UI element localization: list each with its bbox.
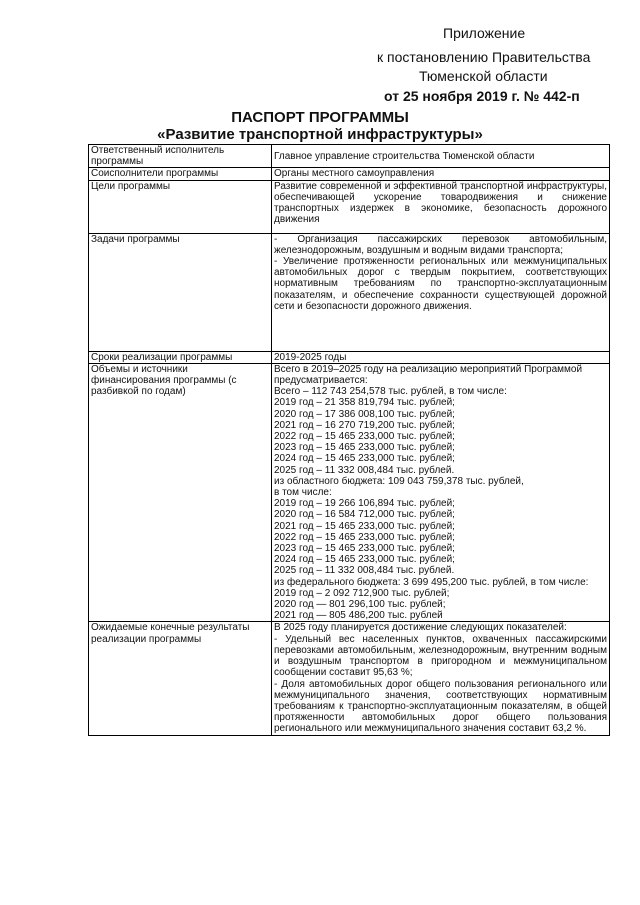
resolution-label: к постановлению Правительства	[377, 49, 591, 65]
terms-label: Сроки реализации программы	[89, 351, 272, 363]
row-tasks	[89, 233, 610, 351]
row-executor	[89, 145, 610, 168]
resolution-date-number: от 25 ноября 2019 г. № 442-п	[384, 88, 580, 104]
funding-in-that: в том числе:	[274, 487, 332, 499]
funding-regional: из областного бюджета: 109 043 759,378 тыс. рублей,	[274, 475, 524, 487]
program-name: «Развитие транспортной инфраструктуры»	[157, 126, 483, 143]
funding-regional-year: 2025 год – 11 332 008,484 тыс. рублей.	[274, 565, 455, 577]
row-terms	[89, 351, 610, 363]
funding-regional-year: 2023 год – 15 465 233,000 тыс. рублей;	[274, 543, 455, 555]
funding-total-year: 2019 год – 21 358 819,794 тыс. рублей;	[274, 397, 455, 409]
funding-federal: из федерального бюджета: 3 699 495,200 тыс. рублей, в том числе:	[274, 576, 589, 588]
goals-label: Цели программы	[89, 180, 272, 233]
coexecutors-value: Органы местного самоуправления	[272, 168, 610, 180]
funding-total: Всего – 112 743 254,578 тыс. рублей, в том числе:	[274, 386, 507, 398]
funding-regional-year: 2024 год – 15 465 233,000 тыс. рублей;	[274, 554, 455, 566]
executor-value: Главное управление строительства Тюменской области	[272, 145, 610, 168]
funding-regional-year: 2019 год – 19 266 106,894 тыс. рублей;	[274, 498, 455, 510]
row-results	[89, 622, 610, 735]
results-item-2: - Доля автомобильных дорог общего пользования регионального или межмуниципального значения, соответствующих нормативным требованиям к транспортно-эксплуатационным показателям, в общей протяженности автомобильных дорог общего пользования регионального или межмуниципального значения составит 63,2 %.	[274, 678, 607, 735]
funding-total-year: 2025 год – 11 332 008,484 тыс. рублей.	[274, 464, 455, 476]
document-title: ПАСПОРТ ПРОГРАММЫ	[231, 109, 409, 126]
row-goals	[89, 180, 610, 233]
tasks-label: Задачи программы	[89, 233, 272, 351]
row-funding	[89, 363, 610, 622]
passport-table	[88, 144, 610, 736]
funding-federal-year: 2019 год – 2 092 712,900 тыс. рублей;	[274, 587, 450, 599]
region-label: Тюменской области	[419, 68, 548, 84]
results-item-1: - Удельный вес населенных пунктов, охваченных пассажирскими перевозками автомобильным, железнодорожным, внутренним водным и воздушным транспортом в пригородном и межмуниципальном сообщении составит 95,63 %;	[274, 633, 607, 679]
funding-total-year: 2020 год – 17 386 008,100 тыс. рублей;	[274, 408, 455, 420]
funding-federal-year: 2021 год — 805 486,200 тыс. рублей	[274, 610, 443, 622]
funding-total-year: 2021 год – 16 270 719,200 тыс. рублей;	[274, 419, 455, 431]
funding-regional-year: 2022 год – 15 465 233,000 тыс. рублей;	[274, 531, 455, 543]
funding-intro: Всего в 2019–2025 году на реализацию мероприятий Программой предусматривается:	[274, 363, 583, 387]
task-item-1: - Организация пассажирских перевозок автомобильным, железнодорожным, воздушным и водным видами транспорта;	[274, 233, 607, 256]
results-intro: В 2025 году планируется достижение следующих показателей:	[274, 622, 567, 634]
row-coexecutors	[89, 168, 610, 180]
funding-regional-year: 2021 год – 15 465 233,000 тыс. рублей;	[274, 520, 455, 532]
goals-value: Развитие современной и эффективной транспортной инфраструктуры, обеспечивающей ускорение товародвижения и снижение транспортных издержек в экономике, безопасность дорожного движения	[272, 180, 610, 233]
funding-label: Объемы и источники финансирования программы (с разбивкой по годам)	[89, 363, 272, 622]
funding-total-year: 2023 год – 15 465 233,000 тыс. рублей;	[274, 442, 455, 454]
executor-label: Ответственный исполнитель программы	[89, 145, 272, 168]
appendix-label: Приложение	[443, 25, 526, 41]
results-label: Ожидаемые конечные результаты реализации программы	[89, 622, 272, 735]
task-item-2: - Увеличение протяженности региональных или межмуниципальных автомобильных дорог с твердым покрытием, соответствующих нормативным требованиям по транспортно-эксплуатационным показателям, и обеспечение сохранности существующей дорожной сети и безопасности дорожного движения.	[274, 256, 607, 312]
funding-regional-year: 2020 год – 16 584 712,000 тыс. рублей;	[274, 509, 455, 521]
funding-federal-year: 2020 год — 801 296,100 тыс. рублей;	[274, 599, 446, 611]
terms-value: 2019-2025 годы	[272, 351, 610, 363]
coexecutors-label: Соисполнители программы	[89, 168, 272, 180]
funding-total-year: 2022 год – 15 465 233,000 тыс. рублей;	[274, 431, 455, 443]
funding-total-year: 2024 год – 15 465 233,000 тыс. рублей;	[274, 453, 455, 465]
